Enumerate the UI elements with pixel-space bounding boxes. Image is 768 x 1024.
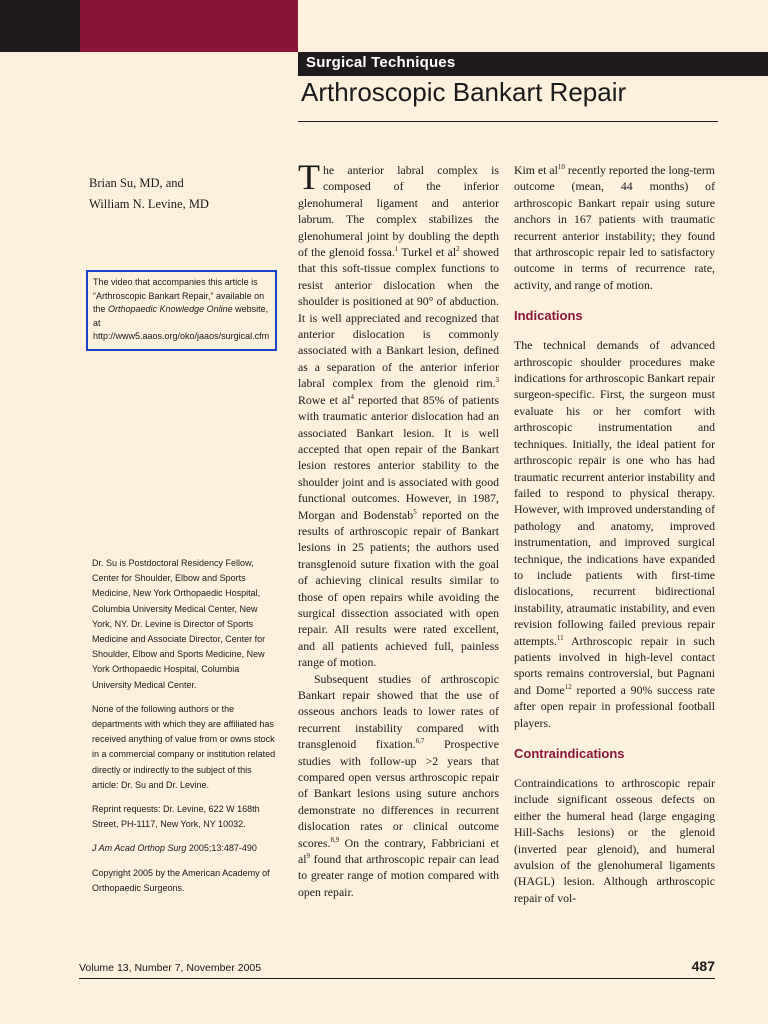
citation-note [92,841,280,856]
citation-ref: 2 [456,245,460,254]
citation-ref: 11 [556,633,564,642]
citation-journal: J Am Acad Orthop Surg [92,843,187,854]
author-line: Brian Su, MD, and [89,176,184,190]
text-run: Subsequent studies of arthroscopic Bankart repair showed that the use of osseous anchors leads to lower rates of recurrent instability compared with transglenoid fixation. [298,671,499,752]
article-title: Arthroscopic Bankart Repair [301,77,627,107]
citation-ref: 9 [306,852,311,861]
text-run: Rowe et al [298,392,351,407]
paragraph [298,157,500,671]
author-block [89,173,209,215]
text-run: he anterior labral complex is composed of the inferior glenohumeral ligament and anterior labrum. The complex stabilizes the glenohumeral joint by doubling the depth of the glenoid fossa. [298,163,499,260]
text-run: found that arthroscopic repair can lead to greater range of motion compared with open repair. [298,852,499,899]
text-run: Prospective studies with follow-up >2 years that compared open versus arthroscopic repair of Bankart lesions using suture anchors demonstrate no differences in recurrent dislocation rates or clinical outcome scores. [298,737,499,850]
citation-details: 2005;13:487-490 [186,843,257,854]
section-label: Surgical Techniques [306,54,456,71]
affiliation-note: Dr. Su is Postdoctoral Residency Fellow, Center for Shoulder, Elbow and Sports Medicine, New York Orthopaedic Hospital, Columbia University Medical Center, New York, NY. Dr. Levine is Director of Sports Medicine and Associate Director, Center for Shoulder, Elbow and Sports Medicine, New York Orthopaedic Hospital, Columbia University Medical Center. [92,558,266,690]
paragraph [514,162,715,293]
title-rule [298,121,718,122]
video-note-journal: Orthopaedic Knowledge Online [108,304,233,315]
text-run: Arthroscopic repair in such patients involved in high-level contact sports remains controversial, but Pagnani and Dome [514,633,715,697]
text-run: reported on the results of arthroscopic repair of Bankart lesions in 25 patients; the authors used transglenoid suture fixation with the goal of achieving clinical results similar to those of open repairs while avoiding the surgical dissection associated with open repair. All results were rated excellent, and all patients achieved full, painless range of motion. [298,507,500,670]
text-run: On the contrary, Fabbriciani et al [298,835,499,867]
text-run: showed that this soft-tissue complex functions to resist anterior dislocation when the shoulder is positioned at 90° of abduction. It is well appreciated and recognized that anterior dislocation is commonly associated with a Bankart lesion, defined as a separation of the anterior inferior labral complex from the glenoid rim. [298,245,499,391]
citation-ref: 3 [495,376,499,385]
text-run: recently reported the long-term outcome (mean, 44 months) of arthroscopic Bankart repair using suture anchors in 167 patients with traumatic recurrent anterior instability; they found that arthroscopic repair led to satisfactory outcome in terms of recurrence rate, activity, and range of motion. [514,163,715,292]
disclosure-note: None of the following authors or the departments with which they are affiliated has received anything of value from or owns stock in a commercial company or institution related directly or indirectly to the subject of this article: Dr. Su and Dr. Levine. [92,703,276,790]
copyright-note: Copyright 2005 by the American Academy of Orthopaedic Surgeons. [92,867,270,893]
text-run: The technical demands of advanced arthroscopic shoulder procedures make indications for arthroscopic Bankart repair surgeon-specific. First, the surgeon must evaluate his or her comfort with arthroscopic instrumentation and techniques. Initially, the ideal patient for arthroscopic repair is one who has had traumatic recurrent anterior instability and failed to respond to physical therapy. However, with improved understanding of pathology and anatomy, improved instrumentation, and improved surgical technique, the indications have expanded to include patients with first-time dislocations, recurrent bidirectional instability, atraumatic instability, and even revision following failed previous repair attempts. [514,338,715,648]
video-note-link[interactable]: website, at http://www5.aaos.org/oko/jaaos/surgical.cfm [93,304,270,342]
citation-ref: 12 [564,682,572,691]
text-run: Turkel et al [398,245,457,260]
citation-ref: 1 [394,245,399,254]
body-column-1 [298,157,500,900]
citation-ref: 8,9 [330,835,340,844]
footer-rule [79,978,715,979]
text-run: reported a 90% success rate after open repair in professional football players. [514,682,716,730]
reprint-note: Reprint requests: Dr. Levine, 622 W 168th Street, PH-1117, New York, NY 10032. [92,804,260,830]
video-note-text: The video that accompanies this article is “Arthroscopic Bankart Repair,” available on the [93,277,265,315]
section-heading-indications: Indications [514,308,583,324]
text-run: reported that 85% of patients with traumatic anterior dislocation had an associated Bankart lesion. It is well accepted that open repair of the Bankart lesion restores anterior stability to the shoulder joint and is associated with good functional outcomes. However, in 1987, Morgan and Bodenstab [298,392,499,522]
header-accent-block [80,0,298,52]
video-note-box [86,270,277,351]
text-run: Contraindications to arthroscopic repair include significant osseous defects on either the humeral head (large engaging Hill-Sachs lesions) or the glenoid (inverted pear glenoid), and humeral avulsion of the glenohumeral ligaments (HAGL) lesion. Although arthroscopic repair of vol- [514,776,715,905]
drop-cap: T [298,157,320,197]
page-number: 487 [691,958,715,974]
citation-ref: 6,7 [415,737,425,746]
text-run: Kim et al [514,163,558,177]
section-heading-contraindications: Contraindications [514,746,625,761]
paragraph [514,337,715,731]
citation-ref: 10 [557,163,565,172]
citation-ref: 4 [350,392,354,401]
body-column-2 [514,162,715,906]
author-line: William N. Levine, MD [89,197,209,211]
citation-ref: 5 [413,507,417,516]
author-notes [92,556,280,905]
paragraph [514,775,715,906]
header-black-block [0,0,80,52]
paragraph [298,671,499,901]
footer-volume: Volume 13, Number 7, November 2005 [79,962,262,974]
